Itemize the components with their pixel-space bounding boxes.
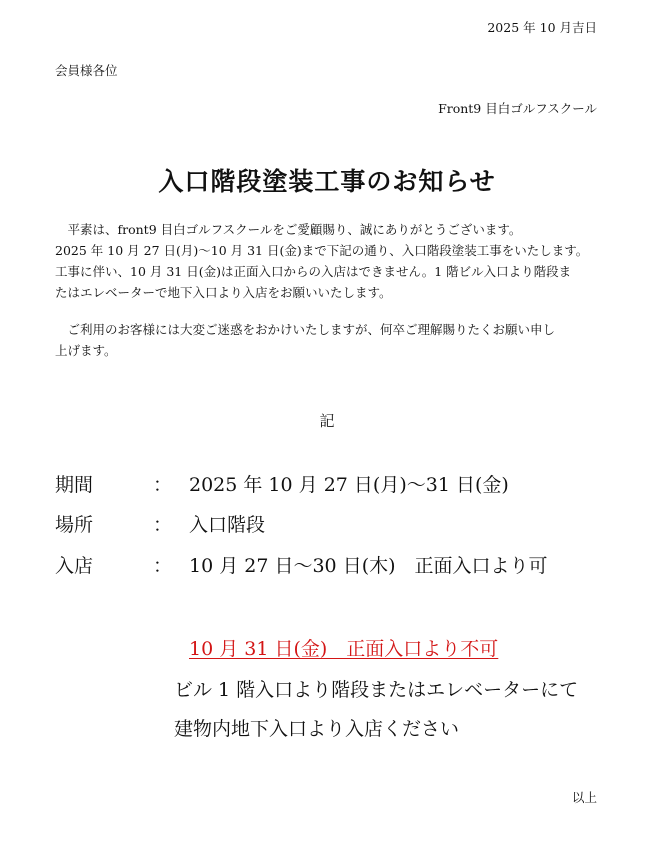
body-paragraph-2 <box>55 319 610 361</box>
body-line: たはエレベーターで地下入口より入店をお願いいたします。 <box>55 285 392 300</box>
detail-value: 2025 年 10 月 27 日(月)～31 日(金) <box>189 474 509 496</box>
alternate-entry-line-2: 建物内地下入口より入店ください <box>174 718 460 740</box>
body-paragraph-1 <box>55 219 610 303</box>
detail-label: 場所 <box>55 514 94 536</box>
detail-row-entry <box>55 551 548 578</box>
body-line: 工事に伴い、10 月 31 日(金)は正面入口からの入店はできません。1 階ビル入口より階段ま <box>55 264 572 279</box>
detail-colon: ： <box>153 555 173 577</box>
closure-notice: 10 月 31 日(金) 正面入口より不可 <box>189 638 499 660</box>
document-date: 2025 年 10 月吉日 <box>487 20 597 35</box>
detail-value: 入口階段 <box>189 514 266 536</box>
body-line: 2025 年 10 月 27 日(月)～10 月 31 日(金)まで下記の通り、入口階段塗装工事をいたします。 <box>55 243 589 258</box>
detail-label: 入店 <box>55 555 94 577</box>
page-title: 入口階段塗装工事のお知らせ <box>158 167 496 196</box>
detail-label: 期間 <box>55 474 94 496</box>
body-line: 平素は、front9 目白ゴルフスクールをご愛顧賜り、誠にありがとうございます。 <box>55 222 522 237</box>
body-line: ご利用のお客様には大変ご迷惑をおかけいたしますが、何卒ご理解賜りたくお願い申し <box>55 322 556 337</box>
closing-mark: 以上 <box>571 790 597 805</box>
detail-value: 10 月 27 日～30 日(木) 正面入口より可 <box>189 555 548 577</box>
detail-colon: ： <box>153 474 173 496</box>
alternate-entry-line-1: ビル 1 階入口より階段またはエレベーターにて <box>174 679 579 701</box>
sender: Front9 目白ゴルフスクール <box>438 101 597 116</box>
detail-colon: ： <box>153 514 173 536</box>
body-line: 上げます。 <box>55 343 117 358</box>
recipient: 会員様各位 <box>55 63 118 78</box>
ki-heading: 記 <box>319 412 335 430</box>
detail-row-location <box>55 510 265 537</box>
detail-row-period <box>55 470 509 497</box>
